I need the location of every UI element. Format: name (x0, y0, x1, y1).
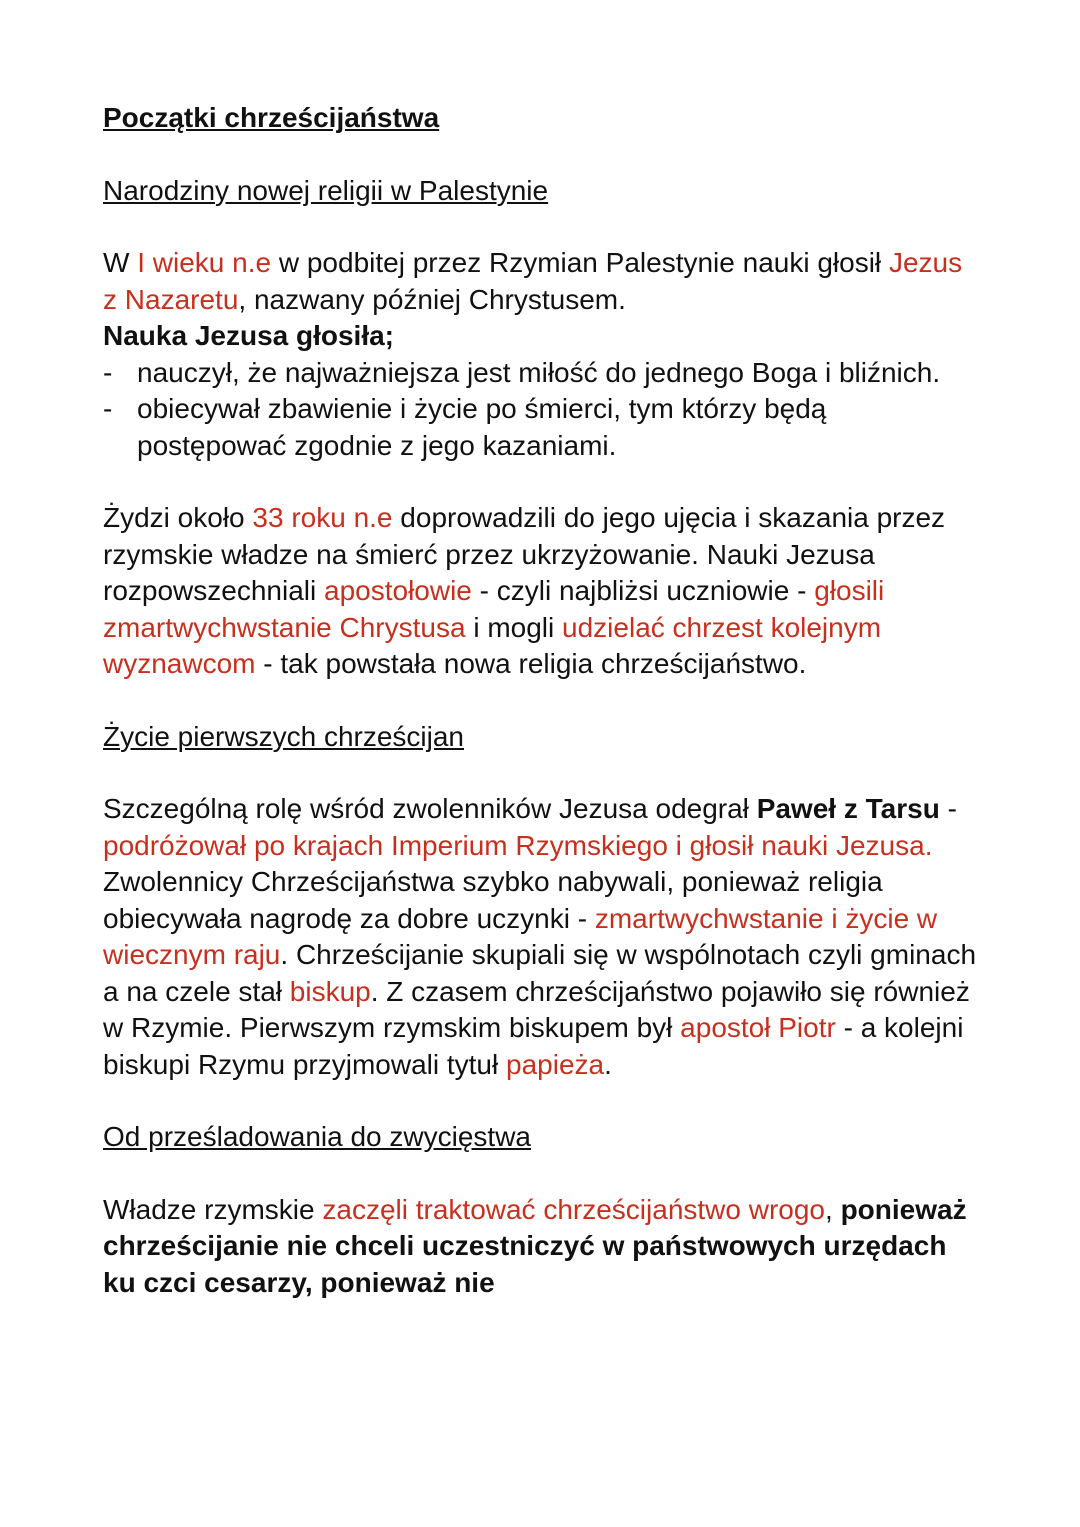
text: i mogli (465, 611, 563, 643)
text: w podbitej przez Rzymian Palestynie nauki głosił (271, 247, 889, 278)
document-title: Początki chrześcijaństwa (103, 102, 440, 133)
text: Zwolennicy Chrześcijaństwa szybko nabywali, ponieważ religia obiecywała nagrodę za dobre uczynki - (103, 866, 883, 934)
text: - tak powstała nowa religia chrześcijaństwo. (255, 648, 807, 679)
bold-text: ponieważ chrześcijanie nie chceli uczestniczyć w państwowych urzędach ku czci cesarzy, ponieważ nie (103, 1193, 967, 1298)
text: doprowadzili do jego ujęcia i skazania przez rzymskie władze na śmierć przez ukrzyżowanie. Nauki Jezusa rozpowszechniali (103, 502, 946, 606)
text: - (939, 793, 957, 824)
highlight-text: Jezus z Nazaretu (103, 247, 963, 315)
text: W (103, 247, 138, 278)
teaching-list (103, 355, 983, 465)
highlight-text: papieża (506, 1048, 605, 1080)
highlight-text: apostołowie (324, 575, 472, 606)
section-heading-birth-of-religion: Narodziny nowej religii w Palestynie (103, 174, 549, 206)
highlight-text: 33 roku n.e (252, 502, 393, 533)
highlight-text: I wieku n.e (137, 247, 272, 278)
text: . Z czasem chrześcijaństwo pojawiło się również w Rzymie. Pierwszym rzymskim biskupem był (103, 975, 970, 1043)
bold-text: Paweł z Tarsu (756, 793, 940, 824)
text: Szczególną rolę wśród zwolenników Jezusa odegrał (103, 793, 757, 824)
dash-bullet: - (103, 356, 113, 388)
section-heading-first-christians: Życie pierwszych chrześcijan (103, 720, 464, 752)
list-item (103, 391, 983, 464)
highlight-text: podróżował po krajach Imperium Rzymskiego i głosił nauki Jezusa. (103, 829, 933, 861)
teaching-list-title: Nauka Jezusa głosiła; (103, 320, 395, 351)
highlight-text: zmartwychwstanie i życie w wiecznym raju (103, 902, 938, 970)
paragraph-first-christians (103, 791, 983, 1083)
paragraph-persecution (103, 1192, 983, 1302)
text: Władze rzymskie (103, 1193, 323, 1225)
text: . (604, 1048, 612, 1080)
document-page (103, 100, 983, 1337)
text: Żydzi około (103, 502, 253, 533)
paragraph-jesus-intro (103, 245, 983, 318)
text: - czyli najbliżsi uczniowie - (471, 575, 815, 606)
dash-bullet: - (103, 393, 113, 424)
highlight-text: apostoł Piotr (680, 1012, 836, 1043)
text: . Chrześcijanie skupiali się w wspólnotach czyli gminach a na czele stał (103, 939, 977, 1007)
list-item-text: obiecywał zbawienie i życie po śmierci, tym którzy będą postępować zgodnie z jego kazaniami. (137, 393, 827, 461)
text: - a kolejni biskupi Rzymu przyjmowali tytuł (103, 1012, 964, 1080)
text: , nazwany później Chrystusem. (238, 283, 626, 315)
highlight-text: udzielać chrzest kolejnym wyznawcom (103, 611, 882, 679)
list-item-text: nauczył, że najważniejsza jest miłość do jednego Boga i bliźnich. (137, 356, 941, 388)
highlight-text: zaczęli traktować chrześcijaństwo wrogo (322, 1193, 826, 1225)
highlight-text: głosili zmartwychwstanie Chrystusa (103, 575, 885, 643)
list-item (103, 355, 983, 392)
section-heading-persecution: Od prześladowania do zwycięstwa (103, 1121, 531, 1152)
paragraph-crucifixion-apostles (103, 500, 983, 683)
text: , (825, 1193, 841, 1225)
highlight-text: biskup (289, 975, 371, 1007)
